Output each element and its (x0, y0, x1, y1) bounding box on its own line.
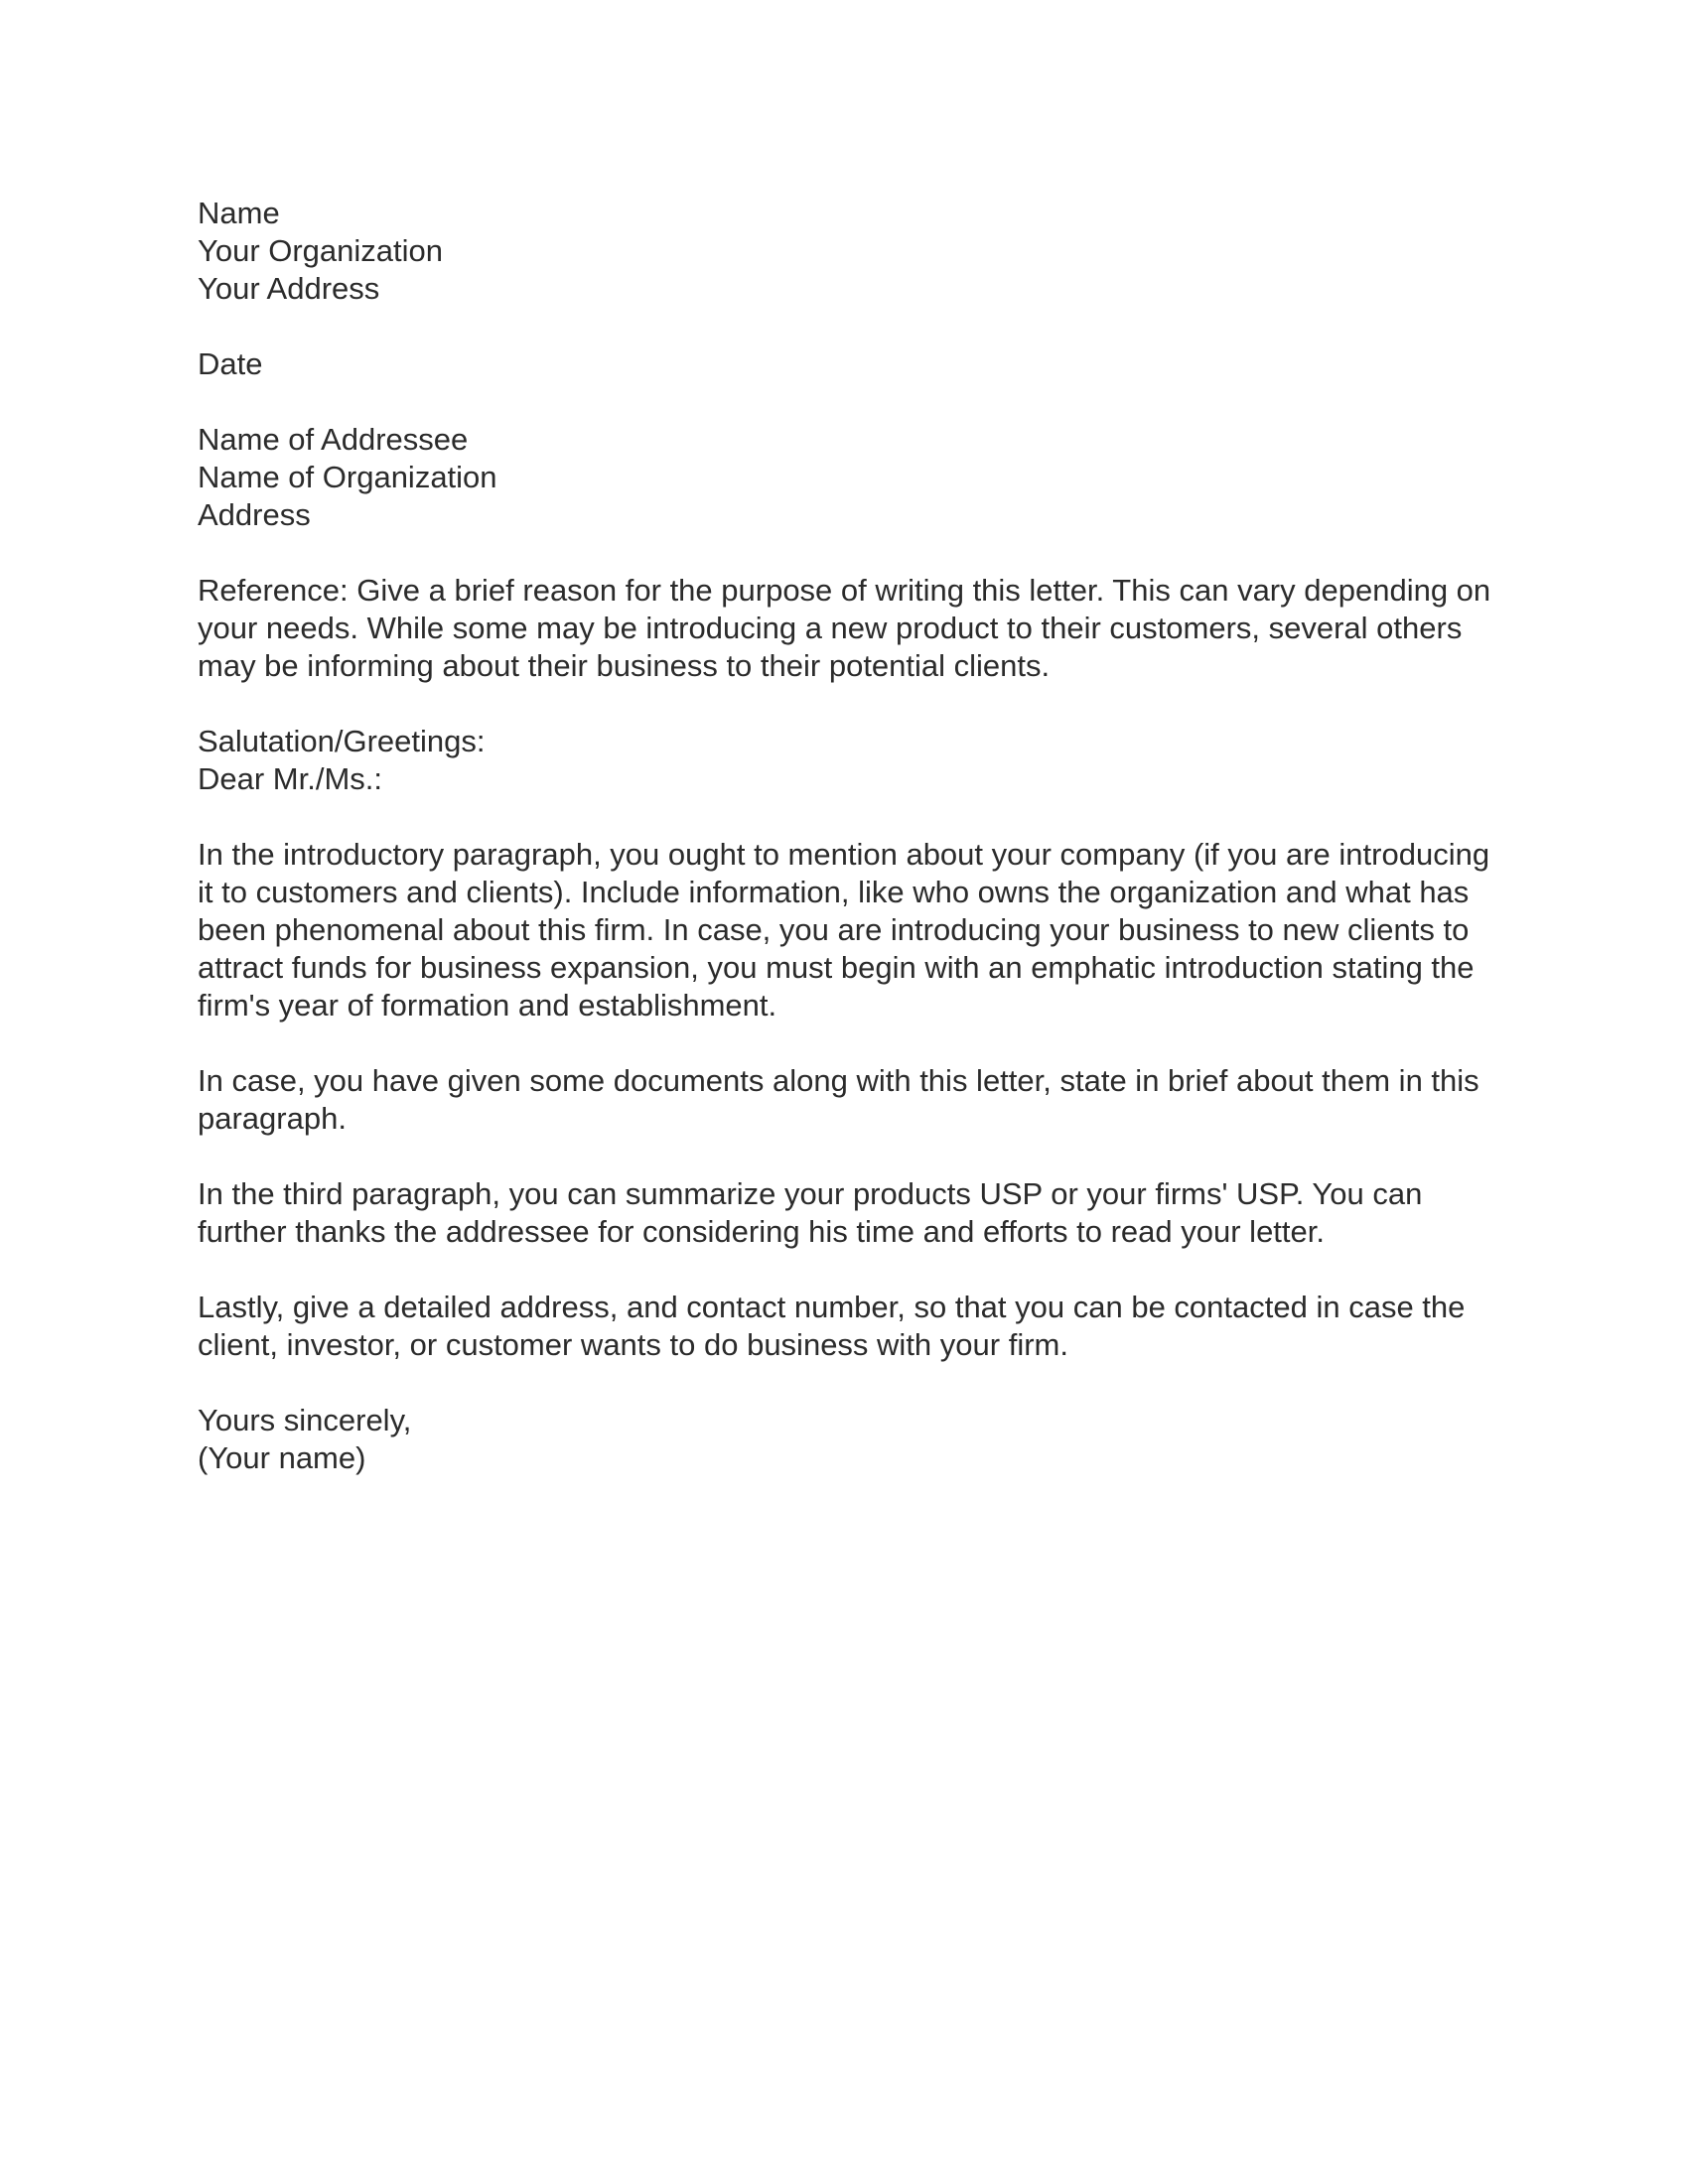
recipient-organization: Name of Organization (198, 460, 497, 494)
paragraph-line: firm's year of formation and establishment. (198, 988, 777, 1023)
paragraph-line: In the introductory paragraph, you ought to mention about your company (if you are introducing (198, 837, 1490, 872)
letter-body (198, 195, 1491, 1515)
paragraph-line: paragraph. (198, 1101, 347, 1136)
closing-block (198, 1402, 1488, 1477)
sender-block (198, 195, 1488, 308)
sender-name: Name (198, 196, 280, 230)
paragraph-line: client, investor, or customer wants to do business with your firm. (198, 1327, 1068, 1362)
salutation-block (198, 723, 1488, 798)
salutation-label: Salutation/Greetings: (198, 724, 486, 758)
sender-organization: Your Organization (198, 233, 444, 268)
paragraph-line: further thanks the addressee for considering his time and efforts to read your letter. (198, 1214, 1325, 1249)
body-paragraph-3 (198, 1175, 1488, 1251)
body-paragraph-4 (198, 1289, 1488, 1364)
salutation-greeting: Dear Mr./Ms.: (198, 761, 383, 796)
letter-date: Date (198, 346, 263, 381)
date-block (198, 345, 1488, 383)
closing-valediction: Yours sincerely, (198, 1403, 412, 1437)
body-paragraph-2 (198, 1062, 1488, 1138)
reference-line: your needs. While some may be introducing a new product to their customers, several others (198, 611, 1463, 645)
closing-signature: (Your name) (198, 1440, 366, 1475)
recipient-name: Name of Addressee (198, 422, 469, 457)
paragraph-line: been phenomenal about this firm. In case, you are introducing your business to new clients to (198, 912, 1470, 947)
body-paragraph-1 (198, 836, 1488, 1024)
reference-paragraph (198, 572, 1491, 685)
paragraph-line: attract funds for business expansion, you must begin with an emphatic introduction stating the (198, 950, 1475, 985)
paragraph-line: In case, you have given some documents along with this letter, state in brief about them in this (198, 1063, 1479, 1098)
paragraph-line: it to customers and clients). Include information, like who owns the organization and what has (198, 875, 1470, 909)
recipient-block (198, 421, 1488, 534)
recipient-address: Address (198, 497, 311, 532)
reference-line: may be informing about their business to their potential clients. (198, 648, 1051, 683)
paragraph-line: In the third paragraph, you can summarize your products USP or your firms' USP. You can (198, 1176, 1423, 1211)
reference-line: Reference: Give a brief reason for the purpose of writing this letter. This can vary depending on (198, 573, 1491, 608)
paragraph-line: Lastly, give a detailed address, and contact number, so that you can be contacted in case the (198, 1290, 1466, 1324)
sender-address: Your Address (198, 271, 380, 306)
